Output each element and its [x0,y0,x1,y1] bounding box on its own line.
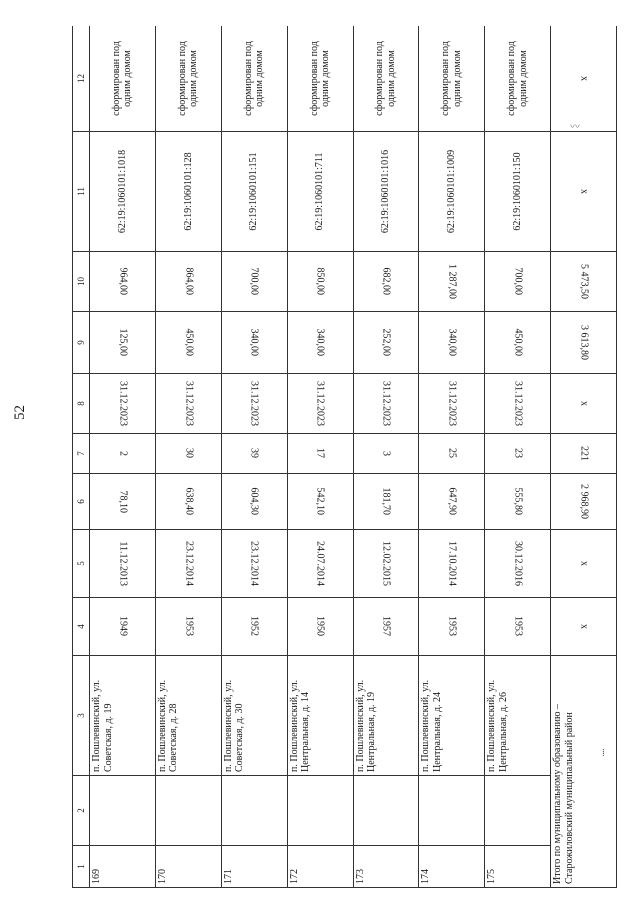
date-recognized-cell-text: 17.10.2014 [446,541,458,586]
column-2-cell [485,776,551,846]
table-row [287,26,353,888]
date-recognized-cell [90,530,156,598]
deadline-cell [221,374,287,434]
row-number-text: 173 [354,869,366,884]
value-9-cell-text: 450,00 [183,328,195,357]
deadline-cell [155,374,221,434]
row-number [353,846,419,888]
deadline-cell-text: 31.12.2023 [314,381,326,426]
row-number [90,846,156,888]
column-2-cell [221,776,287,846]
residents-cell-text: 39 [248,448,260,459]
total-cadastral-cell-text: x [578,189,590,194]
residents-cell [353,434,419,474]
total-val9-cell-text: 3 613,80 [578,325,590,360]
table-row [353,26,419,888]
column-number [73,374,90,434]
value-9-cell-text: 340,00 [248,328,260,357]
land-note-cell [90,26,156,132]
table-row [221,26,287,888]
area-cell [221,474,287,530]
total-val10-cell [551,252,617,312]
value-10-cell-text: 964,00 [117,267,129,296]
land-note-cell-text: сформирован под одним домом [506,41,529,116]
total-cadastral-cell [551,132,617,252]
value-9-cell [155,312,221,374]
cadastral-number-cell-text: 62:19:1060101:711 [314,152,326,231]
deadline-cell-text: 31.12.2023 [380,381,392,426]
value-9-cell [419,312,485,374]
row-number-text: 170 [156,869,168,884]
column-number [73,252,90,312]
land-note-cell-text: сформирован под одним домом [308,41,332,116]
value-10-cell-text: 700,00 [248,267,260,296]
rotated-table-area [72,26,617,888]
row-number [485,846,551,888]
residents-cell [287,434,353,474]
column-number [73,598,90,656]
value-9-cell [485,312,551,374]
row-number-text: 172 [288,869,300,884]
date-recognized-cell-text: 30.12.2016 [512,541,524,586]
date-recognized-cell [353,530,419,598]
date-recognized-cell [419,530,485,598]
deadline-cell [485,374,551,434]
total-val10-cell-text: 5 473,50 [578,264,590,299]
value-9-cell [287,312,353,374]
total-residents-cell-text: 221 [578,446,590,461]
page-number: 52 [12,405,28,420]
cadastral-number-cell [90,132,156,252]
cadastral-number-cell-text: 62:19:1060101:1016 [380,149,392,234]
area-cell-text: 647,90 [446,487,458,516]
column-number [73,132,90,252]
total-label [551,656,617,888]
date-recognized-cell-text: 11.12.2013 [117,541,129,586]
area-cell [90,474,156,530]
row-number [221,846,287,888]
year-cell [221,598,287,656]
value-10-cell-text: 850,00 [314,267,326,296]
column-number-text: 10 [75,277,86,286]
date-recognized-cell-text: 23.12.2014 [183,541,195,586]
year-cell-text: 1953 [183,616,195,637]
value-10-cell [419,252,485,312]
value-9-cell-text: 340,00 [446,328,458,357]
value-10-cell [485,252,551,312]
date-recognized-cell [287,530,353,598]
year-cell-text: 1952 [248,616,260,637]
land-note-cell-text: сформирован под одним домом [374,41,397,116]
housing-register-table [72,26,617,888]
column-number-text: 1 [75,864,86,869]
value-9-cell-text: 125,00 [117,328,129,357]
residents-cell-text: 25 [446,448,458,459]
cadastral-number-cell [287,132,353,252]
column-2-cell [90,776,156,846]
cadastral-number-cell [353,132,419,252]
address-cell [221,656,287,776]
value-10-cell [90,252,156,312]
address-cell [485,656,551,776]
value-10-cell-text: 1 287,00 [446,264,458,299]
table-row [419,26,485,888]
row-number [419,846,485,888]
cadastral-number-cell-text: 62:19:1060101:150 [511,152,523,231]
column-2-cell [155,776,221,846]
address-cell-text: п. Пошлевинский, ул. Советская, д. 30 [222,679,246,772]
cadastral-number-cell [155,132,221,252]
address-cell-text: п. Пошлевинский, ул. Советская, д. 28 [156,679,180,772]
residents-cell-text: 2 [117,451,129,456]
land-note-cell [485,26,551,132]
column-number [73,776,90,846]
address-cell-text: п. Пошлевинский, ул. Центральная, д. 26 [486,679,509,772]
address-cell [353,656,419,776]
residents-cell-text: 3 [380,451,392,456]
area-cell [287,474,353,530]
land-note-cell [155,26,221,132]
column-number-text: 6 [75,499,86,504]
area-cell [353,474,419,530]
address-cell-text: п. Пошлевинский, ул. Центральная, д. 14 [288,679,312,772]
value-9-cell [353,312,419,374]
year-cell [353,598,419,656]
cadastral-number-cell-text: 62:19:1060101:128 [182,152,194,231]
total-area-cell-text: 2 968,90 [578,484,590,519]
cadastral-number-cell [419,132,485,252]
area-cell-text: 638,40 [183,487,195,516]
residents-cell-text: 17 [314,448,326,459]
area-cell [155,474,221,530]
year-cell-text: 1957 [380,616,392,637]
area-cell [419,474,485,530]
margin-mark: ⁞ [602,748,605,759]
total-area-cell [551,474,617,530]
column-number-text: 11 [75,187,86,196]
residents-cell [155,434,221,474]
cadastral-number-cell-text: 62:19:1060101:1009 [446,149,458,234]
year-cell [155,598,221,656]
deadline-cell [419,374,485,434]
column-2-cell [419,776,485,846]
date-recognized-cell [485,530,551,598]
total-date-recognized-cell-text: x [578,561,590,566]
address-cell [287,656,353,776]
column-number-text: 2 [75,808,86,813]
area-cell-text: 555,80 [512,487,524,516]
year-cell [485,598,551,656]
column-number [73,530,90,598]
total-note-cell-text: x [578,76,590,81]
area-cell-text: 542,10 [314,487,326,516]
column-number [73,846,90,888]
column-number-text: 7 [75,451,86,456]
land-note-cell [353,26,419,132]
cadastral-number-cell [221,132,287,252]
column-number [73,312,90,374]
address-cell [155,656,221,776]
total-note-cell [551,26,617,132]
area-cell [485,474,551,530]
column-number [73,26,90,132]
date-recognized-cell-text: 23.12.2014 [248,541,260,586]
deadline-cell-text: 31.12.2023 [512,381,524,426]
column-number-text: 4 [75,624,86,629]
column-number-row [73,26,90,888]
year-cell-text: 1949 [117,616,129,637]
row-number-text: 175 [486,869,498,884]
land-note-cell [287,26,353,132]
value-10-cell [287,252,353,312]
value-10-cell-text: 864,00 [183,267,195,296]
area-cell-text: 78,10 [117,490,129,513]
row-number-text: 169 [91,869,102,884]
residents-cell [485,434,551,474]
row-number [287,846,353,888]
address-cell [419,656,485,776]
table-row [155,26,221,888]
margin-mark: 〰 [570,122,580,133]
land-note-cell [221,26,287,132]
deadline-cell-text: 31.12.2023 [446,381,458,426]
value-10-cell [221,252,287,312]
column-number [73,474,90,530]
column-2-cell [287,776,353,846]
year-cell [419,598,485,656]
year-cell-text: 1953 [446,616,458,637]
land-note-cell-text: сформирован под одним домом [242,41,266,116]
address-cell [90,656,156,776]
total-val9-cell [551,312,617,374]
address-cell-text: п. Пошлевинский, ул. Центральная, д. 19 [354,679,377,772]
value-9-cell-text: 450,00 [512,328,524,357]
column-number-text: 8 [75,401,86,406]
residents-cell [221,434,287,474]
value-10-cell [353,252,419,312]
year-cell [287,598,353,656]
cadastral-number-cell [485,132,551,252]
column-number-text: 3 [75,713,86,718]
deadline-cell-text: 31.12.2023 [248,381,260,426]
column-number-text: 12 [75,74,86,83]
year-cell-text: 1950 [314,616,326,637]
deadline-cell [353,374,419,434]
land-note-cell-text: сформирован под одним домом [176,41,200,116]
value-9-cell-text: 340,00 [314,328,326,357]
table-row [90,26,156,888]
column-number-text: 9 [75,340,86,345]
column-number [73,434,90,474]
column-number [73,656,90,776]
deadline-cell-text: 31.12.2023 [183,381,195,426]
land-note-cell-text: сформирован под одним домом [110,41,134,116]
residents-cell [419,434,485,474]
total-label-text: Итого по муниципальному образованию – Старожиловский муниципальный район [552,704,575,884]
value-9-cell-text: 252,00 [380,328,392,357]
total-date-recognized-cell [551,530,617,598]
total-deadline-cell [551,374,617,434]
column-number-text: 5 [75,561,86,566]
row-number-text: 171 [222,869,234,884]
value-10-cell-text: 700,00 [512,267,524,296]
address-cell-text: п. Пошлевинский, ул. Советская, д. 19 [91,679,114,772]
row-number [155,846,221,888]
column-2-cell [353,776,419,846]
value-10-cell-text: 682,00 [380,267,392,296]
address-cell-text: п. Пошлевинский, ул. Центральная, д. 24 [420,679,443,772]
total-residents-cell [551,434,617,474]
date-recognized-cell [155,530,221,598]
cadastral-number-cell-text: 62:19:1060101:151 [248,152,260,231]
date-recognized-cell-text: 12.02.2015 [380,541,392,586]
year-cell-text: 1953 [512,616,524,637]
total-deadline-cell-text: x [578,401,590,406]
year-cell [90,598,156,656]
area-cell-text: 604,30 [248,487,260,516]
deadline-cell [90,374,156,434]
row-number-text: 174 [420,869,432,884]
total-row [551,26,617,888]
cadastral-number-cell-text: 62:19:1060101:1018 [116,149,128,234]
table-row [485,26,551,888]
total-year-cell-text: x [578,624,590,629]
land-note-cell [419,26,485,132]
deadline-cell-text: 31.12.2023 [117,381,129,426]
date-recognized-cell-text: 24.07.2014 [314,541,326,586]
value-9-cell [90,312,156,374]
deadline-cell [287,374,353,434]
area-cell-text: 181,70 [380,487,392,516]
land-note-cell-text: сформирован под одним домом [440,41,463,116]
residents-cell [90,434,156,474]
value-9-cell [221,312,287,374]
residents-cell-text: 30 [183,448,195,459]
total-year-cell [551,598,617,656]
date-recognized-cell [221,530,287,598]
value-10-cell [155,252,221,312]
residents-cell-text: 23 [512,448,524,459]
